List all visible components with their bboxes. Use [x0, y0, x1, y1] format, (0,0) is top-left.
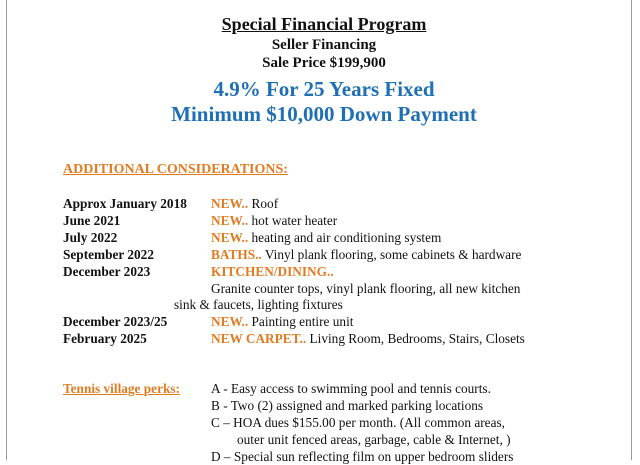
consideration-detail	[211, 213, 337, 229]
consideration-detail	[211, 314, 353, 330]
consideration-date: July 2022	[63, 230, 118, 245]
consideration-text: Painting entire unit	[248, 314, 354, 329]
consideration-text: Living Room, Bedrooms, Stairs, Closets	[306, 331, 525, 346]
additional-considerations-heading: ADDITIONAL CONSIDERATIONS:	[63, 162, 288, 177]
sale-price: Sale Price $199,900	[262, 55, 386, 71]
consideration-text: Vinyl plank flooring, some cabinets & hardware	[261, 247, 522, 262]
document-title: Special Financial Program	[221, 14, 427, 34]
consideration-keyword: NEW..	[211, 196, 249, 211]
perk-c: C – HOA dues $155.00 per month. (All common areas,	[211, 415, 505, 430]
consideration-keyword: NEW..	[211, 314, 249, 329]
consideration-keyword: KITCHEN/DINING..	[211, 264, 334, 279]
consideration-detail	[211, 331, 525, 347]
consideration-keyword: NEW..	[211, 213, 249, 228]
interest-rate-headline: 4.9% For 25 Years Fixed	[213, 77, 435, 101]
consideration-date: December 2023	[63, 264, 151, 279]
perk-a: A - Easy access to swimming pool and tennis courts.	[211, 381, 491, 396]
consideration-text: Roof	[248, 196, 279, 211]
perk-d: D – Special sun reflecting film on upper bedroom sliders	[211, 449, 514, 464]
down-payment-headline: Minimum $10,000 Down Payment	[171, 102, 477, 126]
consideration-text: heating and air conditioning system	[248, 230, 442, 245]
kitchen-detail-line-1: Granite counter tops, vinyl plank flooring, all new kitchen	[211, 281, 521, 296]
consideration-date: September 2022	[63, 247, 154, 262]
consideration-detail	[211, 196, 278, 212]
kitchen-detail-line-2: sink & faucets, lighting fixtures	[174, 297, 343, 312]
consideration-detail	[211, 247, 521, 263]
consideration-date: Approx January 2018	[63, 196, 187, 211]
consideration-date: February 2025	[63, 331, 147, 346]
consideration-text: hot water heater	[248, 213, 338, 228]
consideration-keyword: NEW..	[211, 230, 249, 245]
consideration-date: December 2023/25	[63, 314, 168, 329]
tennis-village-perks-heading: Tennis village perks:	[63, 381, 180, 396]
perk-c-continued: outer unit fenced areas, garbage, cable & Internet, )	[237, 432, 511, 447]
consideration-detail	[211, 230, 441, 246]
consideration-keyword: NEW CARPET..	[211, 331, 307, 346]
perk-b: B - Two (2) assigned and marked parking locations	[211, 398, 484, 413]
seller-financing-subtitle: Seller Financing	[271, 37, 377, 53]
consideration-keyword: BATHS..	[211, 247, 262, 262]
consideration-date: June 2021	[63, 213, 121, 228]
consideration-detail	[211, 264, 334, 280]
